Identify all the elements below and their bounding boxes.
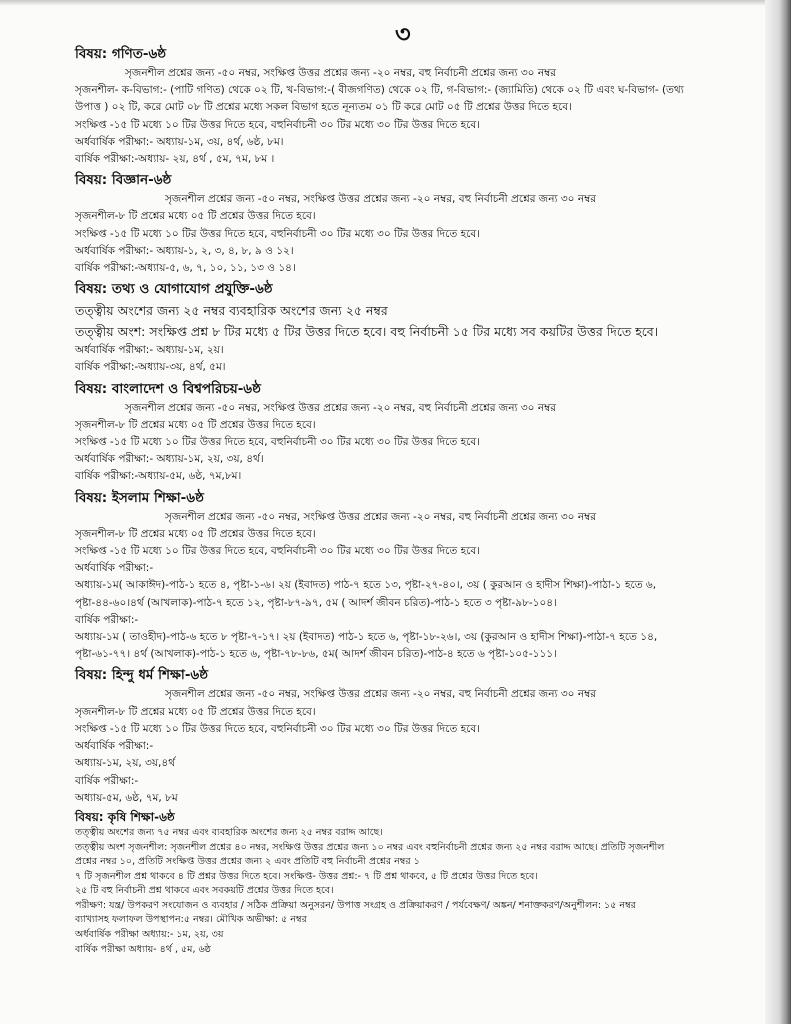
subject-heading: বিষয়: ইসলাম শিক্ষা-৬ষ্ঠ — [75, 489, 204, 506]
syllabus-line: প্রশ্নের নম্বর ১০, প্রতিটি সংক্ষিপ্ত উত্তর প্রশ্নের জন্য ২ এবং প্রতিটি বহু নির্বাচনী প্রশ্নের নম্বর ১ — [75, 856, 420, 868]
syllabus-line: ব্যাখ্যাসহ ফলাফল উপস্থাপন:৫ নম্বর। মৌখিক অভীক্ষা: ৫ নম্বর — [75, 914, 307, 926]
syllabus-line: সংক্ষিপ্ত -১৫ টি মধ্যে ১০ টির উত্তর দিতে হবে, বহুনির্বাচনী ৩০ টির মধ্যে ৩০ টির উত্তর দিতে হবে। — [75, 545, 480, 558]
syllabus-line: সৃজনশীল প্রশ্নের জন্য -৫০ নম্বর, সংক্ষিপ্ত উত্তর প্রশ্নের জন্য -২০ নম্বর, বহু নির্বাচনী প্রশ্নের জন্য ৩০ নম্বর — [125, 401, 557, 414]
syllabus-line: ৭ টি সৃজনশীল প্রশ্ন থাকবে ৪ টি প্রশ্নর উত্তর দিতে হবে। সংক্ষিপ্ত- উত্তর প্রশ্ন:- ৭ টি প্রশ্ন থাকবে, ৫ টি প্রশ্নের উত্তর দিতে হবে। — [75, 870, 538, 882]
syllabus-line: সৃজনশীল-৮ টি প্রশ্নের মধ্যে ০৫ টি প্রশ্নের উত্তর দিতে হবে। — [75, 527, 316, 540]
syllabus-line: অধ্যায়-৫ম, ৬ষ্ঠ, ৭ম, ৮ম — [75, 791, 178, 804]
syllabus-line: অর্ধবার্ষিক পরীক্ষা:- — [75, 740, 154, 753]
syllabus-line: বার্ষিক পরীক্ষা:- — [75, 774, 139, 787]
syllabus-line: সংক্ষিপ্ত -১৫ টি মধ্যে ১০ টির উত্তর দিতে হবে, বহুনির্বাচনী ৩০ টির মধ্যে ৩০ টির উত্তর দিতে হবে। — [75, 118, 480, 131]
subject-heading: বিষয়: বিজ্ঞান-৬ষ্ঠ — [75, 172, 172, 189]
syllabus-line: সংক্ষিপ্ত -১৫ টি মধ্যে ১০ টির উত্তর দিতে হবে, বহুনির্বাচনী ৩০ টির মধ্যে ৩০ টির উত্তর দিতে হবে। — [75, 722, 480, 735]
syllabus-line: তত্ত্বীয় অংশ সৃজনশীল: সৃজনশীল প্রশ্নের ৪০ নম্বর, সংক্ষিপ্ত উত্তর প্রশ্নের জন্য ১০ নম্বর এবং বহুনির্বাচনী প্রশ্নের জন্য ২৫ নম্বর বরাদ্দ আছে। প্রতিটি সৃজনশীল — [75, 841, 665, 853]
syllabus-line: তত্ত্বীয় অংশ: সংক্ষিপ্ত প্রশ্ন ৮ টির মধ্যে ৫ টির উত্তর দিতে হবে। বহু নির্বাচনী ১৫ টির মধ্যে সব কয়টির উত্তর দিতে হবে। — [75, 324, 659, 340]
syllabus-line: অধ্যায়-১ম ( তাওহীদ)-পাঠ-৬ হতে ৮ পৃষ্টা-৭-১৭। ২য় (ইবাদত) পাঠ-১ হতে ৬, পৃষ্টা-১৮-২৬।, ৩য় (কুরআন ও হাদীস শিক্ষা)-পাঠা-৭ হতে ১৪, — [75, 631, 658, 644]
syllabus-line: পৃষ্টা-৬১-৭৭। ৪র্থ (আখলাক)-পাঠ-১ হতে ৬, পৃষ্টা-৭৮-৮৬, ৫ম( আদর্শ জীবন চরিত)-পাঠ-৪ হতে ৬ পৃষ্টা-১০৫-১১১। — [75, 648, 557, 661]
subject-section — [75, 172, 765, 277]
syllabus-line: পরীক্ষণ: যন্ত্র/ উপকরণ সংযোজন ও ব্যবহার / সঠিক প্রক্রিয়া অনুসরন/ উপাত্ত সংগ্রহ ও প্রক্রিয়াকরণ / পর্যবেক্ষণ/ অঙ্কন/ শনাক্তকরণ/অনুশীলন: ১৫ নম্বর — [75, 899, 636, 911]
syllabus-line: অর্ধবার্ষিক পরীক্ষা:- অধ্যায়-১ম, ২য়, ৩য়, ৪র্থ। — [75, 453, 264, 466]
syllabus-line: অর্ধবার্ষিক পরীক্ষা:- — [75, 562, 154, 575]
page-right-edge — [765, 0, 791, 1024]
page-number: ৩ — [395, 19, 411, 48]
subject-section — [75, 381, 765, 486]
syllabus-line: বার্ষিক পরীক্ষা:- — [75, 613, 139, 626]
syllabus-line: তত্ত্বীয় অংশের জন্য ৭৫ নম্বর এবং ব্যবহারিক অংশের জন্য ২৫ নম্বর বরাদ্দ আছে। — [75, 826, 383, 838]
syllabus-line: অর্ধবার্ষিক পরীক্ষা:- অধ্যায়-১ম, ৩য়, ৪র্থ, ৬ষ্ঠ, ৮ম। — [75, 135, 284, 148]
subject-section — [75, 809, 765, 957]
syllabus-line: অধ্যায়-১ম( আকাঈদ)-পাঠ-১ হতে ৪, পৃষ্টা-১-৬। ২য় (ইবাদত) পাঠ-৭ হতে ১৩, পৃষ্টা-২৭-৪০।, ৩য় ( কুরআন ও হাদীস শিক্ষা)-পাঠা-১ হতে ৬, — [75, 579, 657, 592]
syllabus-line: সৃজনশীল-৮ টি প্রশ্নের মধ্যে ০৫ টি প্রশ্নের উত্তর দিতে হবে। — [75, 418, 316, 431]
syllabus-line: বার্ষিক পরীক্ষা:-অধ্যায়- ২য়, ৪র্থ , ৫ম, ৭ম, ৮ম । — [75, 153, 275, 166]
syllabus-line: অর্ধবার্ষিক পরীক্ষা:- অধ্যায়-১, ২, ৩, ৪, ৮, ৯ ও ১২। — [75, 244, 294, 257]
subject-heading: বিষয়: কৃষি শিক্ষা-৬ষ্ঠ — [75, 809, 175, 824]
syllabus-line: সৃজনশীল-৮ টি প্রশ্নের মধ্যে ০৫ টি প্রশ্নের উত্তর দিতে হবে। — [75, 210, 316, 223]
syllabus-line: সৃজনশীল প্রশ্নের জন্য -৫০ নম্বর, সংক্ষিপ্ত উত্তর প্রশ্নের জন্য -২০ নম্বর, বহু নির্বাচনী প্রশ্নের জন্য ৩০ নম্বর — [125, 67, 557, 79]
syllabus-line: পৃষ্টা-৪৪-৬০।৪র্থ (আখলাক)-পাঠ-৭ হতে ১২, পৃষ্টা-৮৭-৯৭, ৫ম ( আদর্শ জীবন চরিত)-পাঠ-১ হতে ৩ পৃষ্টা-৯৮-১০৪। — [75, 596, 557, 609]
syllabus-line: সৃজনশীল প্রশ্নের জন্য -৫০ নম্বর, সংক্ষিপ্ত উত্তর প্রশ্নের জন্য -২০ নম্বর, বহু নির্বাচনী প্রশ্নের জন্য ৩০ নম্বর — [165, 193, 597, 206]
subject-heading: বিষয়: তথ্য ও যোগাযোগ প্রযুক্তি-৬ষ্ঠ — [75, 281, 273, 298]
syllabus-line: অধ্যায়-১ম, ২য়, ৩য়,৪র্থ — [75, 757, 176, 770]
subject-section — [75, 490, 765, 664]
syllabus-line: অর্ধবার্ষিক পরীক্ষা অধ্যায়:- ১ম, ২য়, ৩য় — [75, 929, 224, 941]
syllabus-line: সৃজনশীল প্রশ্নের জন্য -৫০ নম্বর, সংক্ষিপ্ত উত্তর প্রশ্নের জন্য -২০ নম্বর, বহু নির্বাচনী প্রশ্নের জন্য ৩০ নম্বর — [165, 510, 597, 523]
syllabus-line: ২৫ টি বহু নির্বাচনী প্রশ্ন থাকবে এবং সবকয়টি প্রশ্নের উত্তর দিতে হবে। — [75, 885, 334, 897]
syllabus-line: বার্ষিক পরীক্ষা:-অধ্যায়-৩য়, ৪র্থ, ৫ম। — [75, 361, 226, 374]
syllabus-line: বার্ষিক পরীক্ষা:-অধ্যায়-৫, ৬, ৭, ১০, ১১, ১৩ ও ১৪। — [75, 262, 296, 275]
subject-section — [75, 281, 765, 376]
syllabus-line: তত্ত্বীয় অংশের জন্য ২৫ নম্বর ব্যবহারিক অংশের জন্য ২৫ নম্বর — [75, 303, 388, 319]
syllabus-line: অর্ধবার্ষিক পরীক্ষা:- অধ্যায়-১ম, ২য়। — [75, 344, 224, 357]
syllabus-line: বার্ষিক পরীক্ষা:-অধ্যায়-৫ম, ৬ষ্ঠ, ৭ম,৮ম। — [75, 470, 242, 483]
subject-heading: বিষয়: গণিত-৬ষ্ঠ — [75, 46, 167, 62]
syllabus-line: উপাত্ত ) ০২ টি, করে মোট ০৮ টি প্রশ্নের মধ্যে সকল বিভাগ হতে নূন্যতম ০১ টি করে মোট ০৫ টি প্রশ্নের উত্তর দিতে হবে। — [75, 101, 572, 114]
subject-section — [75, 667, 765, 806]
syllabus-line: সৃজনশীল- ক-বিভাগ:- (পাটি গণিত) থেকে ০২ টি, খ-বিভাগ:-( বীজগণিত) থেকে ০২ টি, গ-বিভাগ:- (জ্যামিতি) থেকে ০২ টি এবং ঘ-বিভাগ- (তথ্য — [75, 84, 684, 97]
syllabus-content — [75, 42, 765, 957]
syllabus-line: বার্ষিক পরীক্ষা অধ্যায়- ৪র্থ , ৫ম, ৬ষ্ঠ — [75, 943, 211, 955]
subject-section — [75, 46, 765, 168]
subject-heading: বিষয়: বাংলাদেশ ও বিশ্বপরিচয়-৬ষ্ঠ — [75, 380, 261, 397]
subject-heading: বিষয়: হিন্দু ধর্ম শিক্ষা-৬ষ্ঠ — [75, 667, 208, 684]
syllabus-line: সংক্ষিপ্ত -১৫ টি মধ্যে ১০ টির উত্তর দিতে হবে, বহুনির্বাচনী ৩০ টির মধ্যে ৩০ টির উত্তর দিতে হবে। — [75, 436, 480, 449]
syllabus-line: সংক্ষিপ্ত -১৫ টি মধ্যে ১০ টির উত্তর দিতে হবে, বহুনির্বাচনী ৩০ টির মধ্যে ৩০ টির উত্তর দিতে হবে। — [75, 227, 480, 240]
syllabus-line: সৃজনশীল-৮ টি প্রশ্নের মধ্যে ০৫ টি প্রশ্নের উত্তর দিতে হবে। — [75, 705, 316, 718]
page-top-edge — [0, 0, 791, 6]
syllabus-line: সৃজনশীল প্রশ্নের জন্য -৫০ নম্বর, সংক্ষিপ্ত উত্তর প্রশ্নের জন্য -২০ নম্বর, বহু নির্বাচনী প্রশ্নের জন্য ৩০ নম্বর — [165, 688, 597, 701]
